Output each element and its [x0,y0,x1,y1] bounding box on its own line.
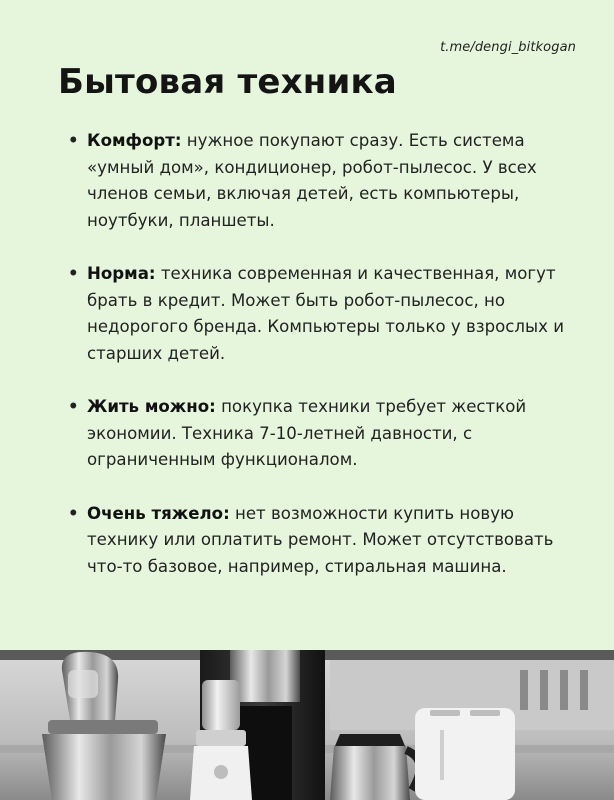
channel-handle: t.me/dengi_bitkogan [440,40,576,55]
item-label: Норма: [87,264,156,283]
page-title: Бытовая техника [58,62,397,102]
appliances-illustration [0,650,614,800]
bullet-icon: • [68,131,79,150]
item-label: Жить можно: [87,397,216,416]
list-item-norm [66,261,566,367]
item-text: нет возможности купить новую технику или оплатить ремонт. Может отсутствовать что-то базовое, например, стиральная машина. [87,503,554,576]
bullet-icon: • [68,503,79,523]
item-label: Очень тяжело: [87,503,230,523]
list-item-hard [66,501,566,581]
item-text: техника современная и качественная, могут брать в кредит. Может быть робот-пылесос, но недорогого бренда. Компьютеры только у взрослых и старших детей. [87,264,564,363]
item-text: покупка техники требует жесткой экономии. Техника 7-10-летней давности, с ограниченным функционалом. [87,397,527,469]
bullet-icon: • [68,397,79,416]
appliances-photo [0,650,614,800]
bullet-icon: • [68,264,79,283]
item-label: Комфорт: [87,131,182,150]
item-text: нужное покупают сразу. Есть система «умный дом», кондиционер, робот-пылесос. У всех членов семьи, включая детей, есть компьютеры, ноутбуки, планшеты. [87,131,537,230]
list-item-livable [66,394,566,474]
list-item-comfort [66,128,566,234]
category-list [66,128,566,607]
